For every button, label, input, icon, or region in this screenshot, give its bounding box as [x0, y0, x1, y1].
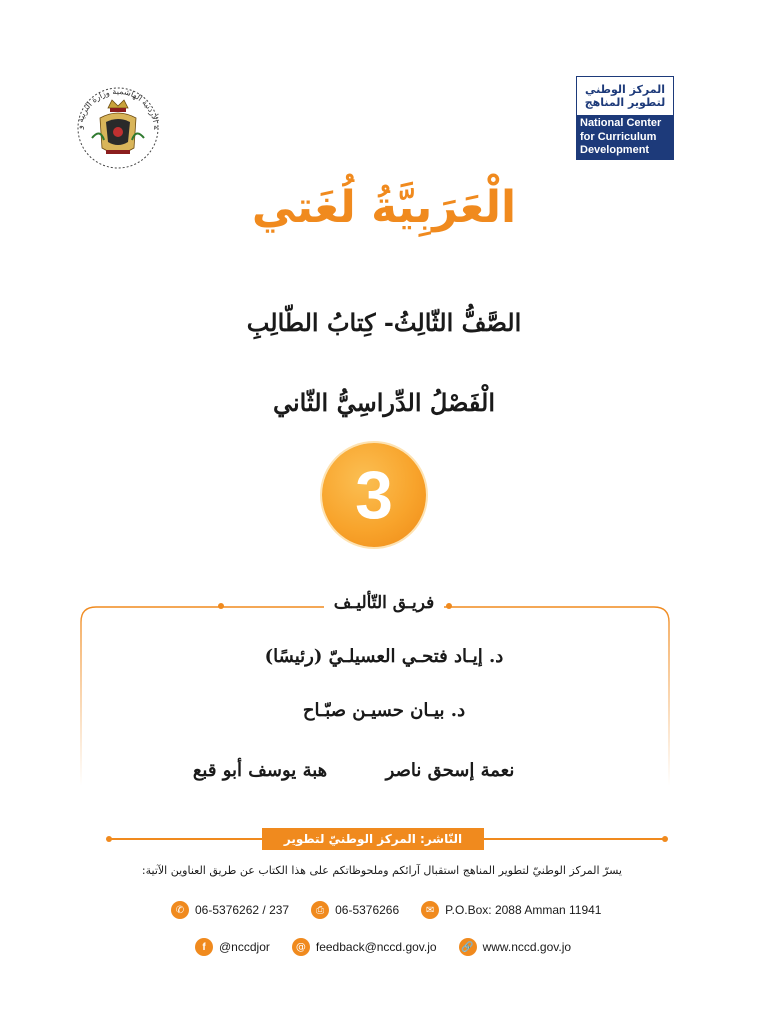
- phone-number: 06-5376262 / 237: [195, 903, 290, 917]
- contact-row-online: [195, 938, 593, 956]
- website-link[interactable]: [459, 938, 571, 956]
- facebook-link[interactable]: [195, 938, 270, 956]
- link-icon: 🔗: [459, 938, 477, 956]
- facebook-icon: f: [195, 938, 213, 956]
- semester-subtitle: الْفَصْلُ الدِّراسِيُّ الثّاني: [273, 388, 495, 417]
- logo-arabic-line-1: المركز الوطني: [585, 83, 665, 96]
- grade-circle: [322, 443, 426, 547]
- author-third: نعمة إسحق ناصر: [385, 760, 515, 781]
- contact-row-primary: [171, 901, 623, 919]
- author-second: د. بيـان حسيـن صبّـاح: [302, 700, 466, 721]
- fax-number: 06-5376266: [335, 903, 400, 917]
- phone-contact[interactable]: [171, 901, 289, 919]
- nccd-logo: [576, 76, 674, 160]
- logo-english-line-2: for Curriculum: [580, 130, 657, 143]
- publisher-dot-left: [106, 836, 112, 842]
- publisher-dot-right: [662, 836, 668, 842]
- pobox-address: P.O.Box: 2088 Amman 11941: [445, 903, 602, 917]
- grade-number: 3: [355, 457, 393, 533]
- facebook-handle: @nccdjor: [219, 940, 270, 954]
- website-url: www.nccd.gov.jo: [482, 940, 572, 954]
- mail-icon: ✉: [421, 901, 439, 919]
- grade-subtitle: الصَّفُّ الثّالِثُ- كِتابُ الطّالِبِ: [246, 308, 522, 337]
- emblem-text: ة الأردنية الهاشمية وزارة التربية و: [74, 86, 162, 130]
- author-lead: د. إيـاد فتحـي العسيلـيّ (رئيسًا): [264, 646, 504, 667]
- contact-intro: يسرّ المركز الوطنيّ لتطوير المناهج استقبال آرائكم وملحوظاتكم على هذا الكتاب عن طريق العناوين الآتية:: [141, 864, 622, 877]
- pobox-contact: [421, 901, 601, 919]
- logo-english-line-1: National Center: [580, 117, 662, 129]
- ministry-emblem: [70, 78, 166, 174]
- phone-icon: ✆: [171, 901, 189, 919]
- logo-arabic-line-2: لتطوير المناهج: [584, 96, 666, 109]
- email-link[interactable]: [292, 938, 437, 956]
- author-fourth: هبة يوسف أبو قبع: [192, 760, 328, 781]
- at-icon: @: [292, 938, 310, 956]
- authors-frame: [80, 606, 670, 786]
- email-address: feedback@nccd.gov.jo: [315, 940, 437, 954]
- fax-icon: ⎙: [311, 901, 329, 919]
- book-title: الْعَرَبِيَّةُ لُغَتي: [251, 182, 517, 233]
- authors-heading-text: فريـق التّأليـف: [324, 593, 444, 613]
- fax-contact[interactable]: [311, 901, 399, 919]
- logo-english-line-3: Development: [580, 144, 650, 156]
- publisher-badge: النّاشر: المركز الوطنيّ لتطوير المناهج: [262, 828, 484, 850]
- authors-heading: [0, 593, 768, 613]
